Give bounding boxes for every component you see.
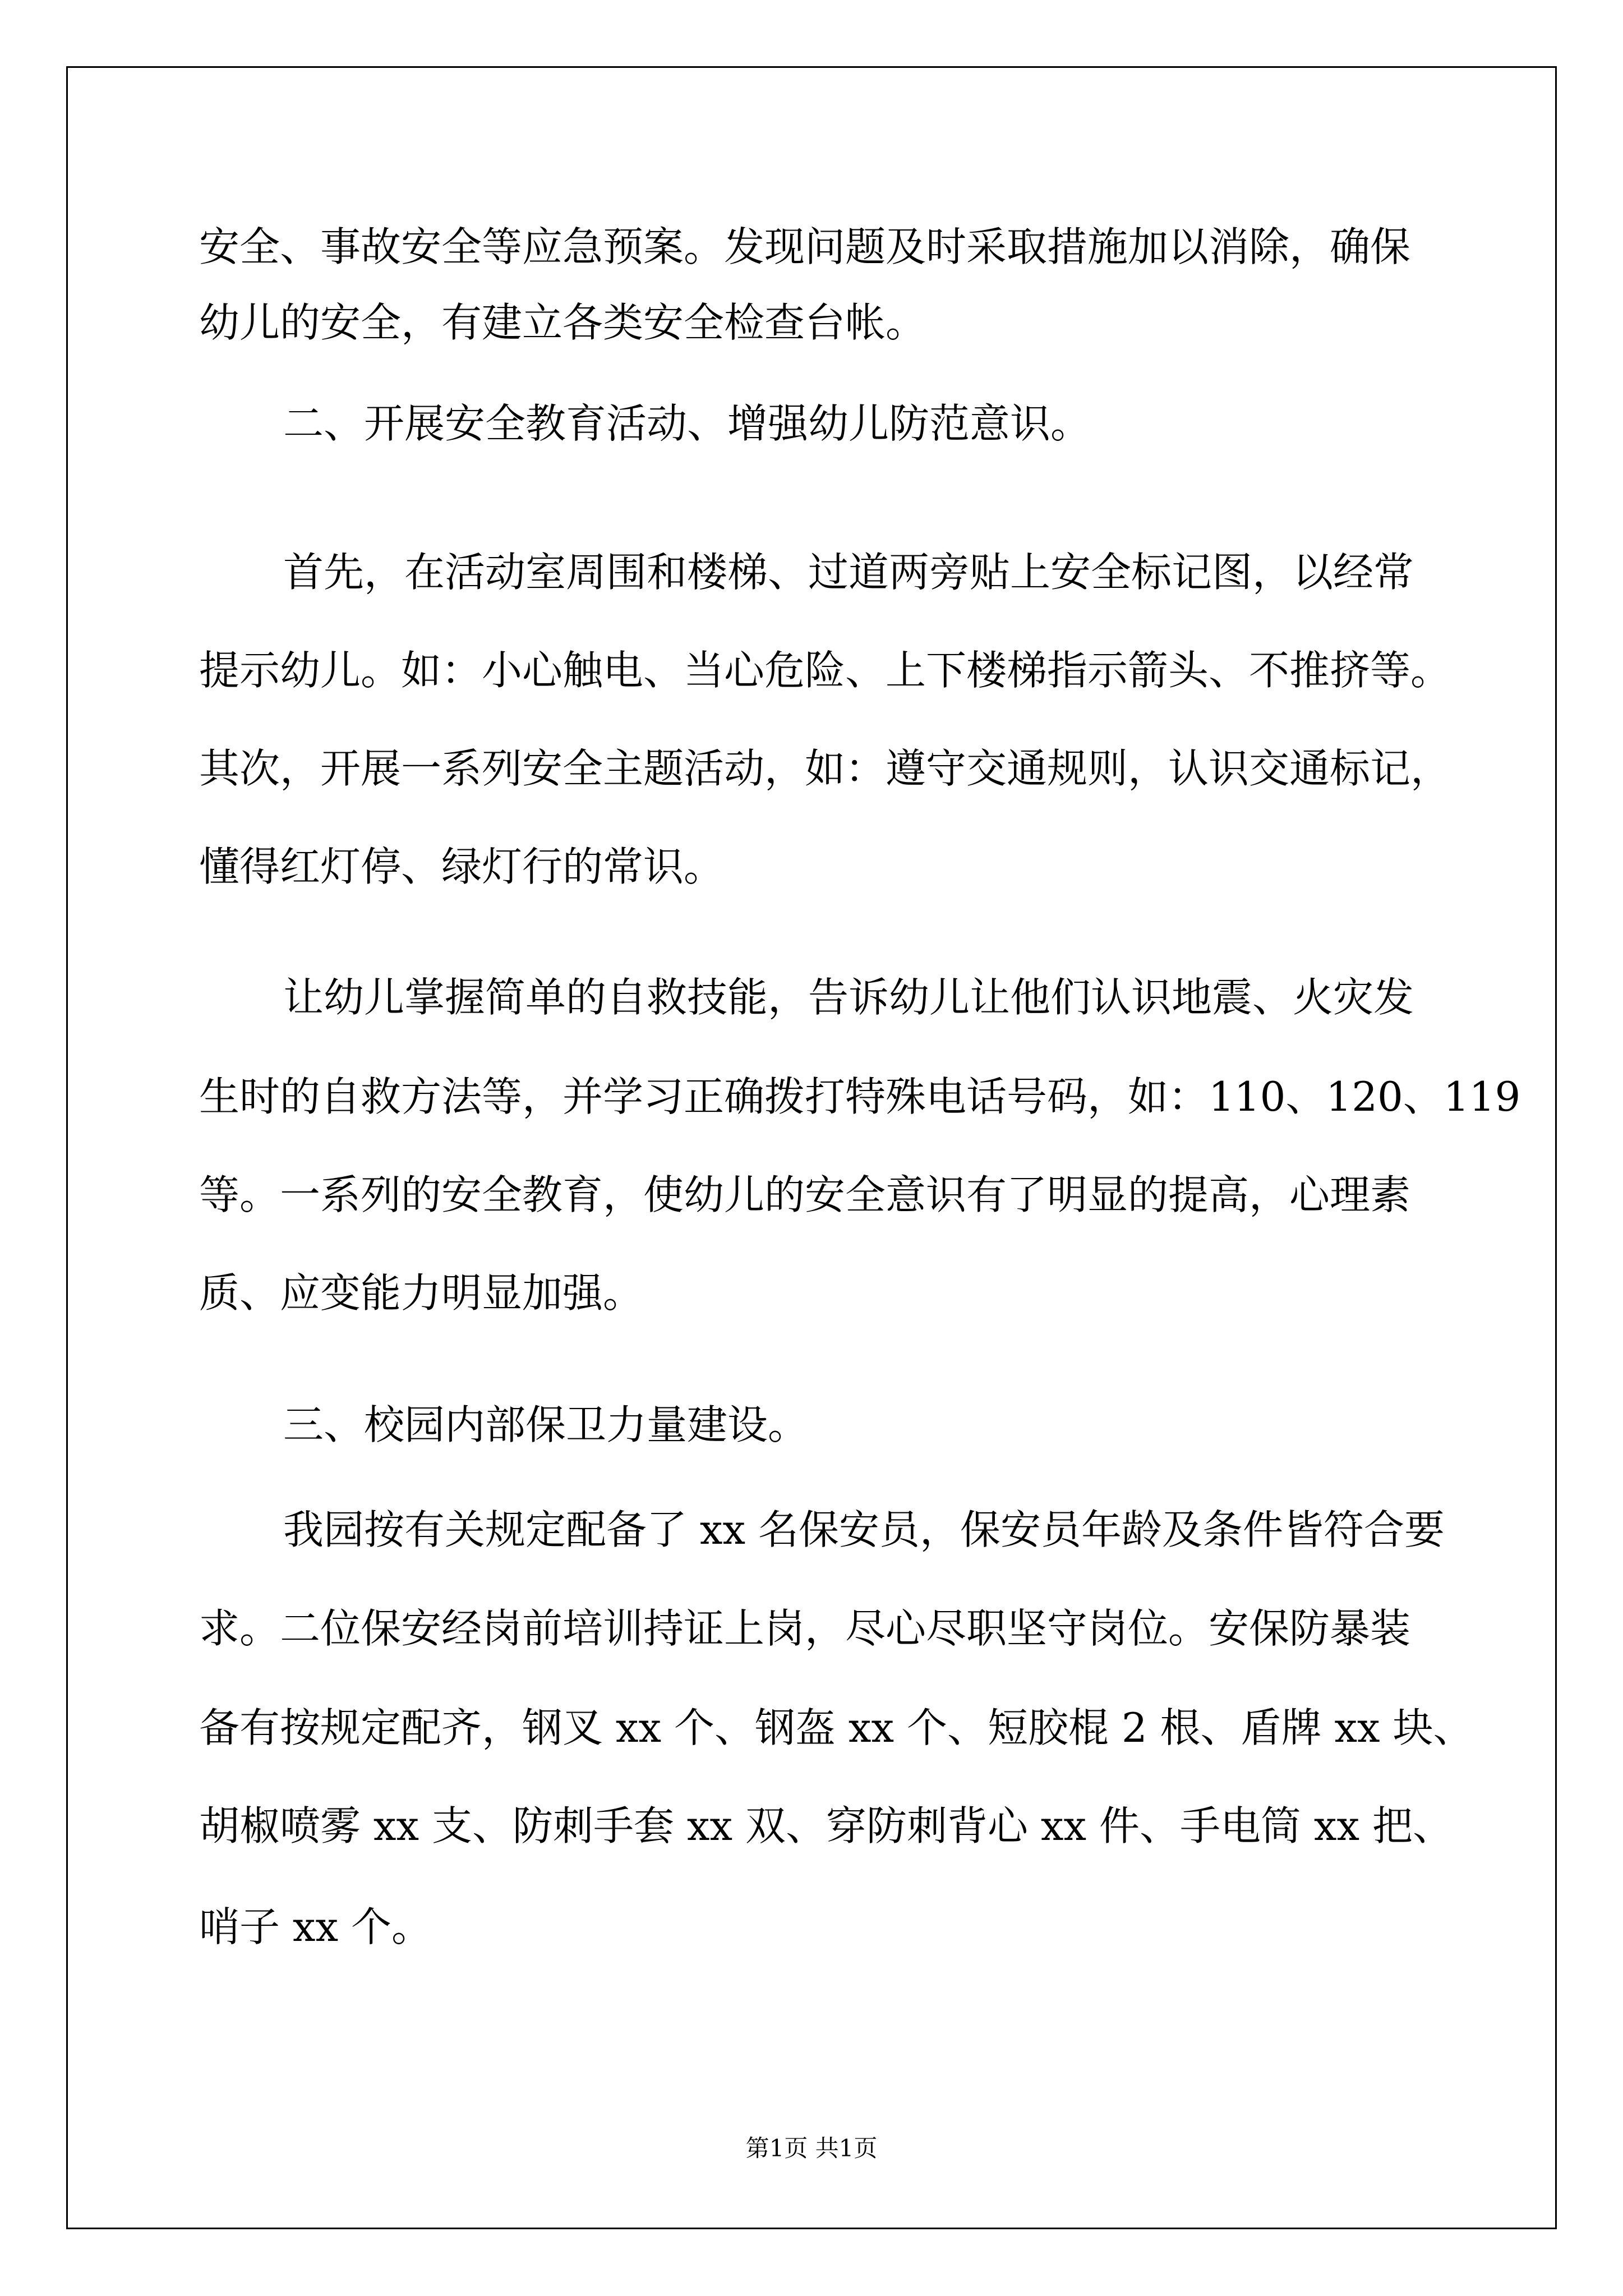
text-line: 提示幼儿。如：小心触电、当心危险、上下楼梯指示箭头、不推挤等。 bbox=[199, 647, 1451, 694]
text-line: 哨子 xx 个。 bbox=[199, 1903, 432, 1950]
text-line: 安全、事故安全等应急预案。发现问题及时采取措施加以消除，确保 bbox=[199, 223, 1411, 270]
text-line: 我园按有关规定配备了 xx 名保安员，保安员年龄及条件皆符合要 bbox=[283, 1506, 1445, 1553]
text-line: 质、应变能力明显加强。 bbox=[199, 1269, 644, 1317]
text-line: 让幼儿掌握简单的自救技能，告诉幼儿让他们认识地震、火灾发 bbox=[283, 974, 1414, 1021]
text-line: 首先，在活动室周围和楼梯、过道两旁贴上安全标记图，以经常 bbox=[283, 549, 1414, 596]
text-line: 懂得红灯停、绿灯行的常识。 bbox=[199, 843, 725, 890]
page-number-footer: 第1页 共1页 bbox=[745, 2134, 878, 2162]
text-line: 求。二位保安经岗前培训持证上岗，尽心尽职坚守岗位。安保防暴装 bbox=[199, 1605, 1411, 1652]
text-line: 生时的自救方法等，并学习正确拨打特殊电话号码，如：110、120、119 bbox=[199, 1073, 1521, 1120]
text-line: 等。一系列的安全教育，使幼儿的安全意识有了明显的提高，心理素 bbox=[199, 1171, 1411, 1218]
text-line: 胡椒喷雾 xx 支、防刺手套 xx 双、穿防刺背心 xx 件、手电筒 xx 把、 bbox=[199, 1802, 1453, 1849]
text-line: 其次，开展一系列安全主题活动，如：遵守交通规则，认识交通标记， bbox=[199, 745, 1451, 792]
text-line: 备有按规定配齐，钢叉 xx 个、钢盔 xx 个、短胶棍 2 根、盾牌 xx 块、 bbox=[199, 1704, 1474, 1751]
section-heading: 三、校园内部保卫力量建设。 bbox=[283, 1401, 809, 1448]
text-line: 幼儿的安全，有建立各类安全检查台帐。 bbox=[199, 299, 926, 346]
section-heading: 二、开展安全教育活动、增强幼儿防范意识。 bbox=[283, 400, 1091, 447]
